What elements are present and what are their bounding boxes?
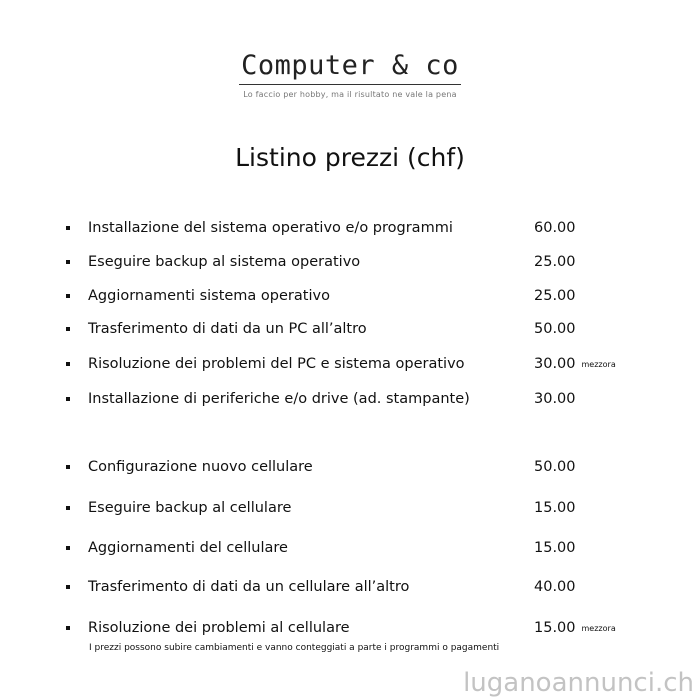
list-item — [66, 618, 666, 638]
list-item — [66, 354, 666, 374]
service-price: 60.00 — [534, 220, 576, 236]
service-label: Installazione di periferiche e/o drive (ad. stampante) — [88, 391, 470, 407]
bullet-icon — [66, 226, 70, 230]
service-price: 50.00 — [534, 321, 576, 337]
service-label: Trasferimento di dati da un cellulare all’altro — [88, 579, 410, 595]
watermark: luganoannunci.ch — [463, 668, 694, 698]
list-item — [66, 252, 666, 272]
brand-title: Computer & co — [239, 50, 461, 85]
service-label: Installazione del sistema operativo e/o programmi — [88, 220, 453, 236]
service-price: 15.00 — [534, 500, 576, 516]
service-price: 30.00 — [534, 391, 576, 407]
service-label: Risoluzione dei problemi del PC e sistema operativo — [88, 356, 465, 372]
service-price: 50.00 — [534, 459, 576, 475]
service-price: 40.00 — [534, 579, 576, 595]
list-item — [66, 498, 666, 518]
list-item — [66, 457, 666, 477]
list-item — [66, 538, 666, 558]
bullet-icon — [66, 294, 70, 298]
list-item — [66, 389, 666, 409]
page-title: Listino prezzi (chf) — [235, 143, 465, 172]
service-price: 25.00 — [534, 288, 576, 304]
brand-header — [0, 50, 700, 99]
bullet-icon — [66, 626, 70, 630]
bullet-icon — [66, 397, 70, 401]
service-label: Eseguire backup al sistema operativo — [88, 254, 361, 270]
service-label: Aggiornamenti sistema operativo — [88, 288, 330, 304]
service-label: Risoluzione dei problemi al cellulare — [88, 620, 350, 636]
bullet-icon — [66, 362, 70, 366]
bullet-icon — [66, 465, 70, 469]
bullet-icon — [66, 585, 70, 589]
list-item — [66, 286, 666, 306]
list-item — [66, 577, 666, 597]
service-price: 15.00 — [534, 620, 576, 636]
bullet-icon — [66, 260, 70, 264]
service-price: 15.00 — [534, 540, 576, 556]
price-unit: mezzora — [581, 623, 616, 633]
bullet-icon — [66, 327, 70, 331]
bullet-icon — [66, 546, 70, 550]
price-unit: mezzora — [581, 359, 616, 369]
service-price: 30.00 — [534, 356, 576, 372]
bullet-icon — [66, 506, 70, 510]
list-item — [66, 218, 666, 238]
brand-tagline: Lo faccio per hobby, ma il risultato ne vale la pena — [243, 90, 457, 99]
list-item — [66, 319, 666, 339]
footnote: I prezzi possono subire cambiamenti e vanno conteggiati a parte i programmi o pagamenti — [89, 643, 500, 653]
service-label: Configurazione nuovo cellulare — [88, 459, 313, 475]
service-label: Trasferimento di dati da un PC all’altro — [88, 321, 367, 337]
service-label: Eseguire backup al cellulare — [88, 500, 292, 516]
service-label: Aggiornamenti del cellulare — [88, 540, 288, 556]
service-price: 25.00 — [534, 254, 576, 270]
